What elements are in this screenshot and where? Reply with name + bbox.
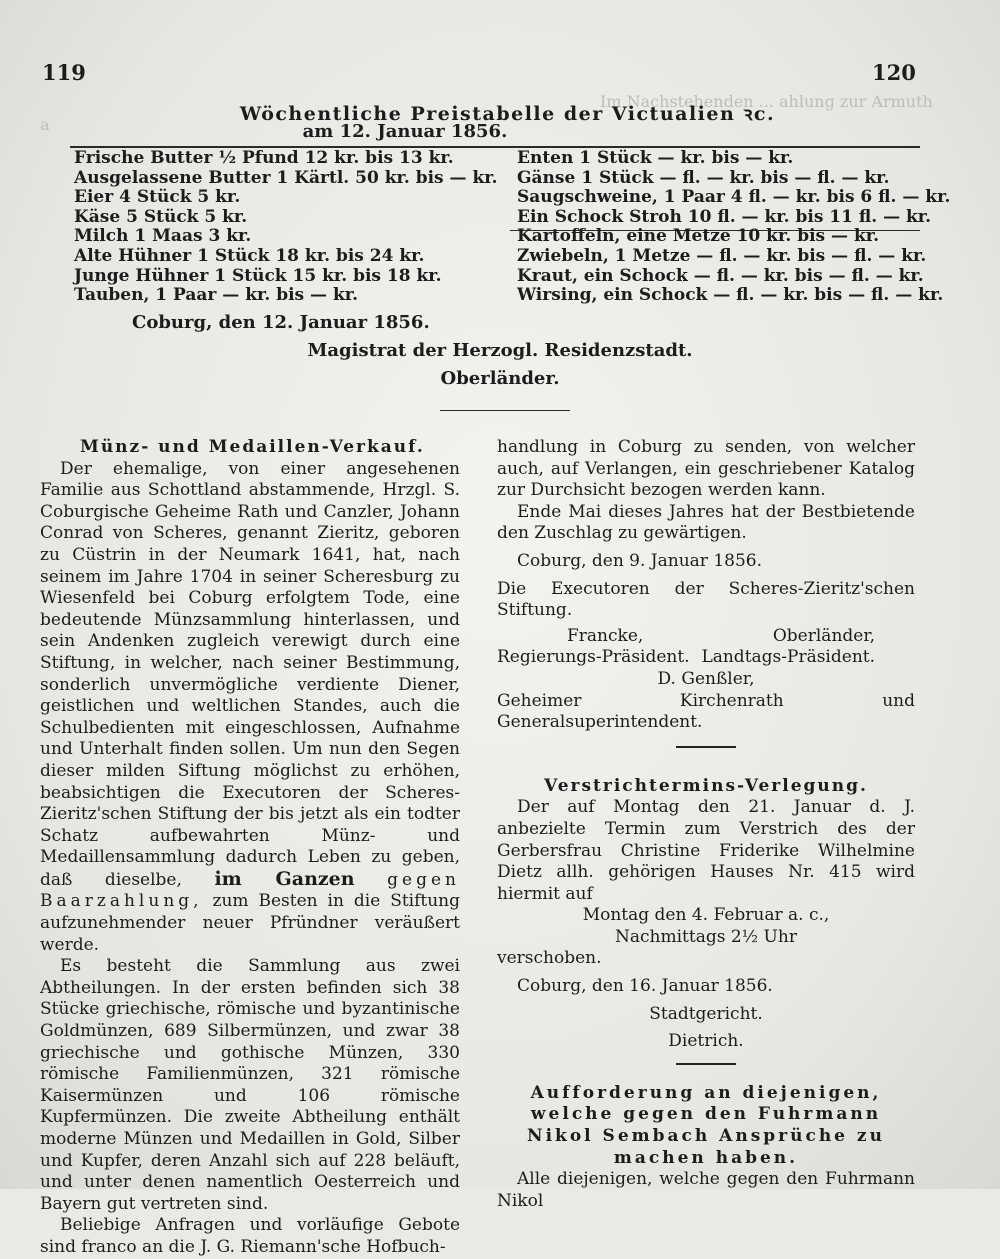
price-item: Gänse 1 Stück — fl. — kr. bis — fl. — kr.: [517, 167, 890, 188]
place-date: Coburg, den 9. Januar 1856.: [517, 550, 762, 571]
table-signature: Oberländer.: [440, 368, 560, 389]
paragraph-text: verschoben.: [497, 948, 602, 969]
price-item: Käse 5 Stück 5 kr.: [74, 206, 248, 227]
price-table-title: Wöchentliche Preistabelle der Victualien ꝛc.: [239, 103, 776, 125]
spaced-text: gegen Baarzahlung,: [40, 869, 460, 912]
price-item: Kartoffeln, eine Metze 10 kr. bis — kr.: [517, 226, 880, 247]
price-item: Ausgelassene Butter 1 Kärtl. 50 kr. bis — kr.: [74, 167, 498, 188]
divider: [676, 746, 736, 748]
signatory-name: Francke,: [567, 625, 644, 646]
signatory-title: Regierungs-Präsident.: [497, 647, 690, 668]
section-heading: Münz- und Medaillen-Verkauf.: [80, 437, 425, 457]
article-paragraph: Der auf Montag den 21. Januar d. J. anbezielte Termin zum Verstrich des der Gerbersfrau Christine Friderike Wilhelmine Dietz allh. gehörigen Hauses Nr. 415 wird hiermit auf: [497, 797, 915, 904]
executors-line: Die Executoren der Scheres-Zieritz'schen Stiftung.: [497, 578, 915, 621]
price-item: Alte Hühner 1 Stück 18 kr. bis 24 kr.: [74, 246, 425, 266]
place-date: Coburg, den 16. Januar 1856.: [517, 976, 773, 997]
divider: [676, 1063, 736, 1065]
price-item: Wirsing, ein Schock — fl. — kr. bis — fl. — kr.: [517, 285, 944, 306]
section-heading: Verstrichtermins-Verlegung.: [544, 775, 868, 796]
article-paragraph: Ende Mai dieses Jahres hat der Bestbietende den Zuschlag zu gewärtigen.: [497, 501, 915, 544]
page-number-right: 120: [872, 60, 916, 85]
price-item: Enten 1 Stück — kr. bis — kr.: [517, 148, 794, 168]
price-item: Ein Schock Stroh 10 fl. — kr. bis 11 fl. — kr.: [517, 206, 932, 227]
signature-row: [497, 647, 915, 669]
paragraph-text: zum Besten in die Stiftung aufzunehmender neuer Pfründner veräußert werde.: [40, 891, 461, 955]
emphasis-text: im Ganzen: [214, 867, 355, 890]
left-column: [40, 437, 460, 1259]
price-item: Tauben, 1 Paar — kr. bis — kr.: [74, 285, 359, 306]
article-paragraph: [40, 459, 460, 957]
paragraph-text: Der ehemalige, von einer angesehenen Familie aus Schottland abstammende, Hrzgl. S. Coburgische Geheime Rath und Canzler, Johann Conrad von Scheres, genannt Zieritz, geboren zu Cüstrin in der Neumark 1641, hat, nach seinem im Jahre 1704 in seiner Scheresburg zu Wiesenfeld bei Coburg erfolgtem Tode, eine bedeutende Münzsammlung hinterlassen, und sein Andenken zugleich verewigt durch eine Stiftung, in welcher, nach seiner Bestimmung, sonderlich unvermögliche verdiente Diener, geistlichen und weltlichen Standes, auch die Schulbedienten mit eingeschlossen, Aufnahme und Unterhalt finden sollen. Um nun den Segen dieser milden Siftung möglichst zu erhöhen, beabsichtigen die Executoren der Scheres-Zieritz'schen Stiftung der bis jetzt als ein todter Schatz aufbewahrten Münz- und Medaillensammlung dadurch Leben zu geben, daß dieselbe,: [40, 458, 460, 890]
article-paragraph: Beliebige Anfragen und vorläufige Gebote sind franco an die J. G. Riemann'sche Hofbuch-: [40, 1215, 460, 1257]
signatory-name: Dietrich.: [668, 1031, 744, 1052]
price-item: Saugschweine, 1 Paar 4 fl. — kr. bis 6 fl. — kr.: [517, 187, 951, 208]
article-paragraph: Alle diejenigen, welche gegen den Fuhrmann Nikol: [497, 1169, 915, 1211]
table-authority: Magistrat der Herzogl. Residenzstadt.: [307, 340, 693, 361]
bleed-through: Im Nachstehenden ... ahlung zur Armuth: [600, 92, 933, 111]
date-line: Nachmittags 2½ Uhr: [615, 926, 797, 947]
table-place-date: Coburg, den 12. Januar 1856.: [132, 312, 430, 333]
article-paragraph: Es besteht die Sammlung aus zwei Abtheilungen. In der ersten befinden sich 38 Stücke griechische, römische und byzantinische Goldmünzen, 689 Silbermünzen, und zwar 38 griechische und gothische Münzen, 330 römische Familienmünzen, 321 römische Kaisermünzen und 106 römische Kupfermünzen. Die zweite Abtheilung enthält moderne Münzen und Medaillen in Gold, Silber und Kupfer, deren Anzahl sich auf 228 beläuft, und unter denen namentlich Oesterreich und Bayern gut vertreten sind.: [40, 956, 460, 1214]
signatory-title: Landtags-Präsident.: [701, 647, 875, 668]
bleed-through: a: [40, 115, 50, 134]
price-item: Kraut, ein Schock — fl. — kr. bis — fl. — kr.: [517, 265, 924, 286]
signatory-name: Oberländer,: [772, 625, 875, 646]
court-name: Stadtgericht.: [649, 1003, 763, 1024]
section-heading: Aufforderung an diejenigen, welche gegen den Fuhrmann Nikol Sembach Ansprüche zu machen haben.: [527, 1082, 885, 1168]
price-item: Milch 1 Maas 3 kr.: [74, 226, 252, 247]
price-item: Frische Butter ½ Pfund 12 kr. bis 13 kr.: [74, 148, 454, 168]
right-column: [497, 437, 915, 1212]
price-item: Eier 4 Stück 5 kr.: [74, 187, 241, 208]
article-paragraph: handlung in Coburg zu senden, von welcher auch, auf Verlangen, ein geschriebener Katalog zur Durchsicht bezogen werden kann.: [497, 437, 915, 501]
signature-row: [497, 626, 915, 648]
page-number-left: 119: [42, 60, 86, 85]
signatory-name: D. Genßler,: [657, 668, 755, 689]
signatory-title: Geheimer Kirchenrath und Generalsuperintendent.: [497, 690, 915, 733]
price-table-date: am 12. Januar 1856.: [302, 121, 508, 142]
divider: [440, 410, 570, 411]
date-line: Montag den 4. Februar a. c.,: [582, 905, 830, 926]
price-item: Junge Hühner 1 Stück 15 kr. bis 18 kr.: [74, 265, 442, 286]
price-item: Zwiebeln, 1 Metze — fl. — kr. bis — fl. — kr.: [517, 246, 927, 266]
